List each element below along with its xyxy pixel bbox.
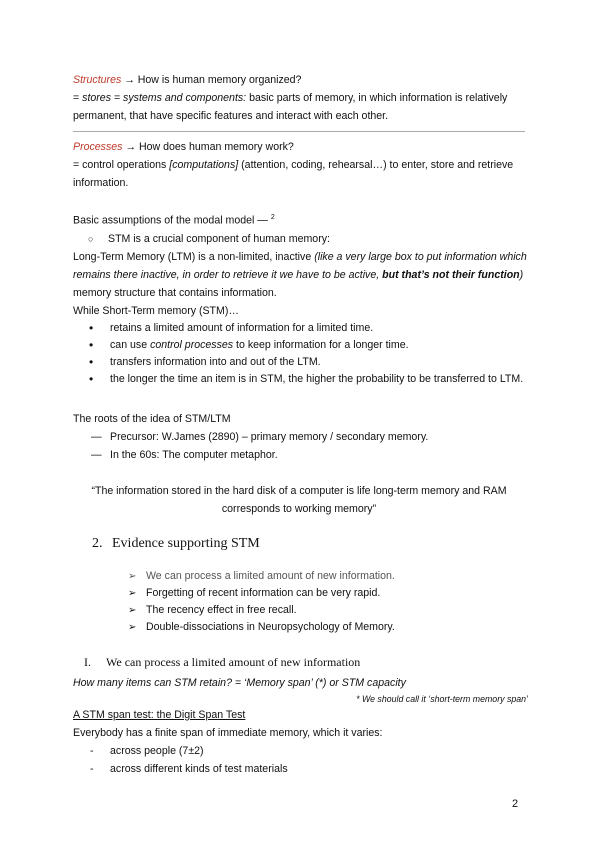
ltm-bold-italic: but that’s not their function	[382, 268, 520, 281]
processes-def-rest: (attention, coding, rehearsal…) to enter, store and retrieve information.	[73, 159, 514, 189]
stm-bullet-item: • transfers information into and out of the LTM.	[73, 354, 535, 371]
modal-heading	[73, 209, 535, 230]
page-number: 2	[512, 798, 519, 810]
span-test-block	[73, 706, 535, 778]
stm-bullet-item: • retains a limited amount of information for a limited time.	[73, 320, 535, 337]
processes-definition	[73, 156, 535, 192]
processes-label: Processes	[73, 141, 123, 153]
structures-block	[73, 71, 535, 125]
structures-label: Structures	[73, 74, 122, 86]
span-test-text: Everybody has a finite span of immediate memory, which it varies:	[73, 727, 383, 739]
section2-number: 2.	[92, 536, 103, 551]
structures-def-italic: stores = systems and components:	[82, 92, 247, 104]
stm-bullet-item: • can use control processes to keep information for a longer time.	[73, 337, 535, 354]
ltm-text: Long-Term Memory (LTM) is a non-limited, inactive	[73, 250, 315, 263]
ltm-paragraph	[73, 248, 535, 302]
processes-def-italic: [computations]	[169, 159, 239, 171]
roots-item: — In the 60s: The computer metaphor.	[73, 446, 535, 464]
ltm-close: )	[519, 268, 524, 281]
structures-line	[73, 71, 535, 89]
processes-arrow: →	[122, 141, 139, 153]
evidence-item: ➢ Forgetting of recent information can be very rapid.	[73, 585, 535, 602]
horizontal-rule	[73, 131, 525, 132]
while-line: While Short-Term memory (STM)…	[73, 304, 239, 317]
ltm-rest: memory structure that contains information.	[73, 286, 277, 299]
section2-title: Evidence supporting STM	[112, 536, 260, 551]
section2-list	[73, 568, 535, 636]
span-variation-item: - across people (7±2)	[73, 742, 535, 760]
processes-question: How does human memory work?	[138, 141, 294, 153]
circle-list-item: ○ STM is a crucial component of human memory:	[73, 230, 535, 248]
structures-arrow: →	[121, 74, 138, 86]
span-variation-item: - across different kinds of test materials	[73, 760, 535, 778]
evidence-item: ➢ The recency effect in free recall.	[73, 602, 535, 619]
structures-question: How is human memory organized?	[137, 74, 302, 86]
modal-model-block	[73, 209, 535, 388]
processes-block	[73, 138, 535, 192]
span-question: How many items can STM retain? = ‘Memory span’ (*) or STM capacity	[73, 677, 406, 689]
evidence-item: ➢ We can process a limited amount of new information.	[73, 568, 535, 585]
sectionI-title: We can process a limited amount of new information	[106, 655, 361, 669]
modal-heading-text: Basic assumptions of the modal model —	[73, 214, 268, 227]
processes-def-prefix: = control operations	[73, 159, 170, 171]
evidence-item: ➢ Double-dissociations in Neuropsychology of Memory.	[73, 619, 535, 636]
structures-def-prefix: =	[73, 92, 83, 104]
ltm-italic: (like a very large box to put information which remains there inactive, in order to retrieve it we have to be active,	[73, 250, 527, 281]
span-test-heading: A STM span test: the Digit Span Test	[73, 709, 246, 721]
roots-block	[73, 410, 535, 464]
roots-item: — Precursor: W.James (2890) – primary memory / secondary memory.	[73, 428, 535, 446]
processes-line	[73, 138, 535, 156]
structures-definition	[73, 89, 535, 125]
sectionI-heading	[84, 653, 546, 671]
span-footnote: * We should call it ‘short-term memory span’	[356, 694, 528, 704]
stm-bullet-item: • the longer the time an item is in STM, the higher the probability to be transferred to LTM.	[73, 371, 535, 388]
sectionI-number: I.	[84, 655, 91, 669]
section2-heading	[92, 535, 554, 553]
computer-quote: “The information stored in the hard disk of a computer is life long-term memory and RAM corresponds to working memory”	[91, 485, 507, 515]
modal-heading-sup: 2	[270, 214, 275, 221]
structures-def-rest: basic parts of memory, in which information is relatively permanent, that have specific features and interact with each other.	[73, 92, 508, 122]
roots-heading: The roots of the idea of STM/LTM	[73, 413, 231, 425]
